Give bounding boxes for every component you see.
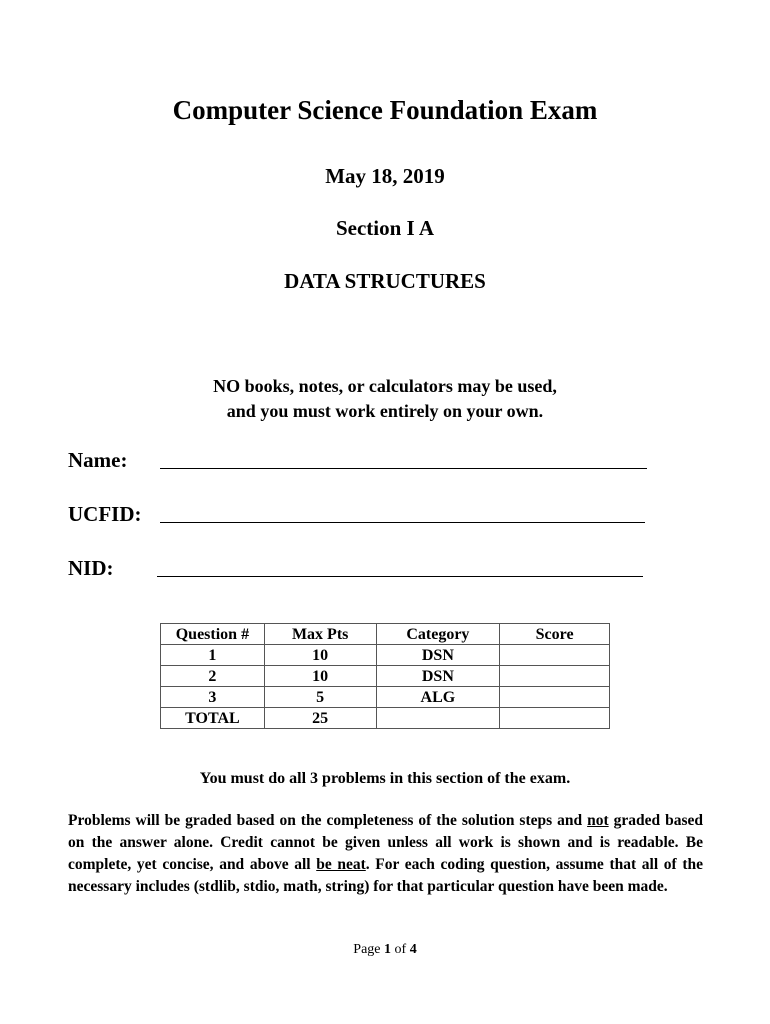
exam-date: May 18, 2019	[325, 164, 445, 188]
cell-category: ALG	[376, 687, 500, 708]
header-score: Score	[500, 624, 610, 645]
ucfid-label: UCFID:	[68, 502, 142, 526]
exam-title: Computer Science Foundation Exam	[172, 95, 598, 125]
para-text-2: graded based on the answer alone. Credit cannot be given unless all work is shown and is readable. Be complete, yet concise, and above all	[68, 812, 703, 873]
cell-max-pts: 10	[264, 645, 376, 666]
notice-line-2: and you must work entirely on your own.	[226, 401, 544, 421]
cell-category: DSN	[376, 645, 500, 666]
exam-notice	[0, 374, 770, 424]
table-row	[161, 666, 610, 687]
para-underline-not: not	[587, 812, 609, 829]
grading-paragraph	[68, 810, 703, 898]
table-row	[161, 687, 610, 708]
para-text-1: Problems will be graded based on the completeness of the solution steps and	[68, 812, 588, 829]
notice-line-1: NO books, notes, or calculators may be used,	[213, 376, 557, 396]
score-table	[160, 623, 610, 729]
para-text-3: . For each coding question, assume that all of the necessary includes (stdlib, stdio, math, string) for that particular question have been made.	[68, 856, 703, 895]
cell-max-pts: 25	[264, 708, 376, 729]
table-header-row	[161, 624, 610, 645]
ucfid-field[interactable]	[160, 522, 645, 523]
cell-question: 2	[161, 666, 265, 687]
footer-current-page: 1	[384, 942, 392, 957]
exam-section: Section I A	[335, 216, 434, 240]
name-field[interactable]	[160, 468, 647, 469]
name-label: Name:	[68, 448, 128, 472]
cell-question: 3	[161, 687, 265, 708]
cell-score[interactable]	[500, 645, 610, 666]
footer-page-word: Page	[353, 942, 385, 957]
table-row-total	[161, 708, 610, 729]
header-question: Question #	[161, 624, 265, 645]
page-footer	[0, 942, 770, 958]
footer-of-word: of	[391, 942, 410, 957]
instruction-line: You must do all 3 problems in this section of the exam.	[199, 770, 571, 787]
nid-field[interactable]	[157, 576, 643, 577]
cell-question: 1	[161, 645, 265, 666]
table-row	[161, 645, 610, 666]
footer-total-pages: 4	[409, 942, 417, 957]
cell-category	[376, 708, 500, 729]
header-max-pts: Max Pts	[264, 624, 376, 645]
cell-category: DSN	[376, 666, 500, 687]
cell-score[interactable]	[500, 687, 610, 708]
exam-subject: DATA STRUCTURES	[284, 269, 486, 293]
cell-score[interactable]	[500, 708, 610, 729]
cell-max-pts: 5	[264, 687, 376, 708]
cell-score[interactable]	[500, 666, 610, 687]
header-category: Category	[376, 624, 500, 645]
cell-max-pts: 10	[264, 666, 376, 687]
nid-label: NID:	[68, 556, 114, 580]
para-underline-be-neat: be neat	[316, 856, 366, 873]
cell-question: TOTAL	[161, 708, 265, 729]
